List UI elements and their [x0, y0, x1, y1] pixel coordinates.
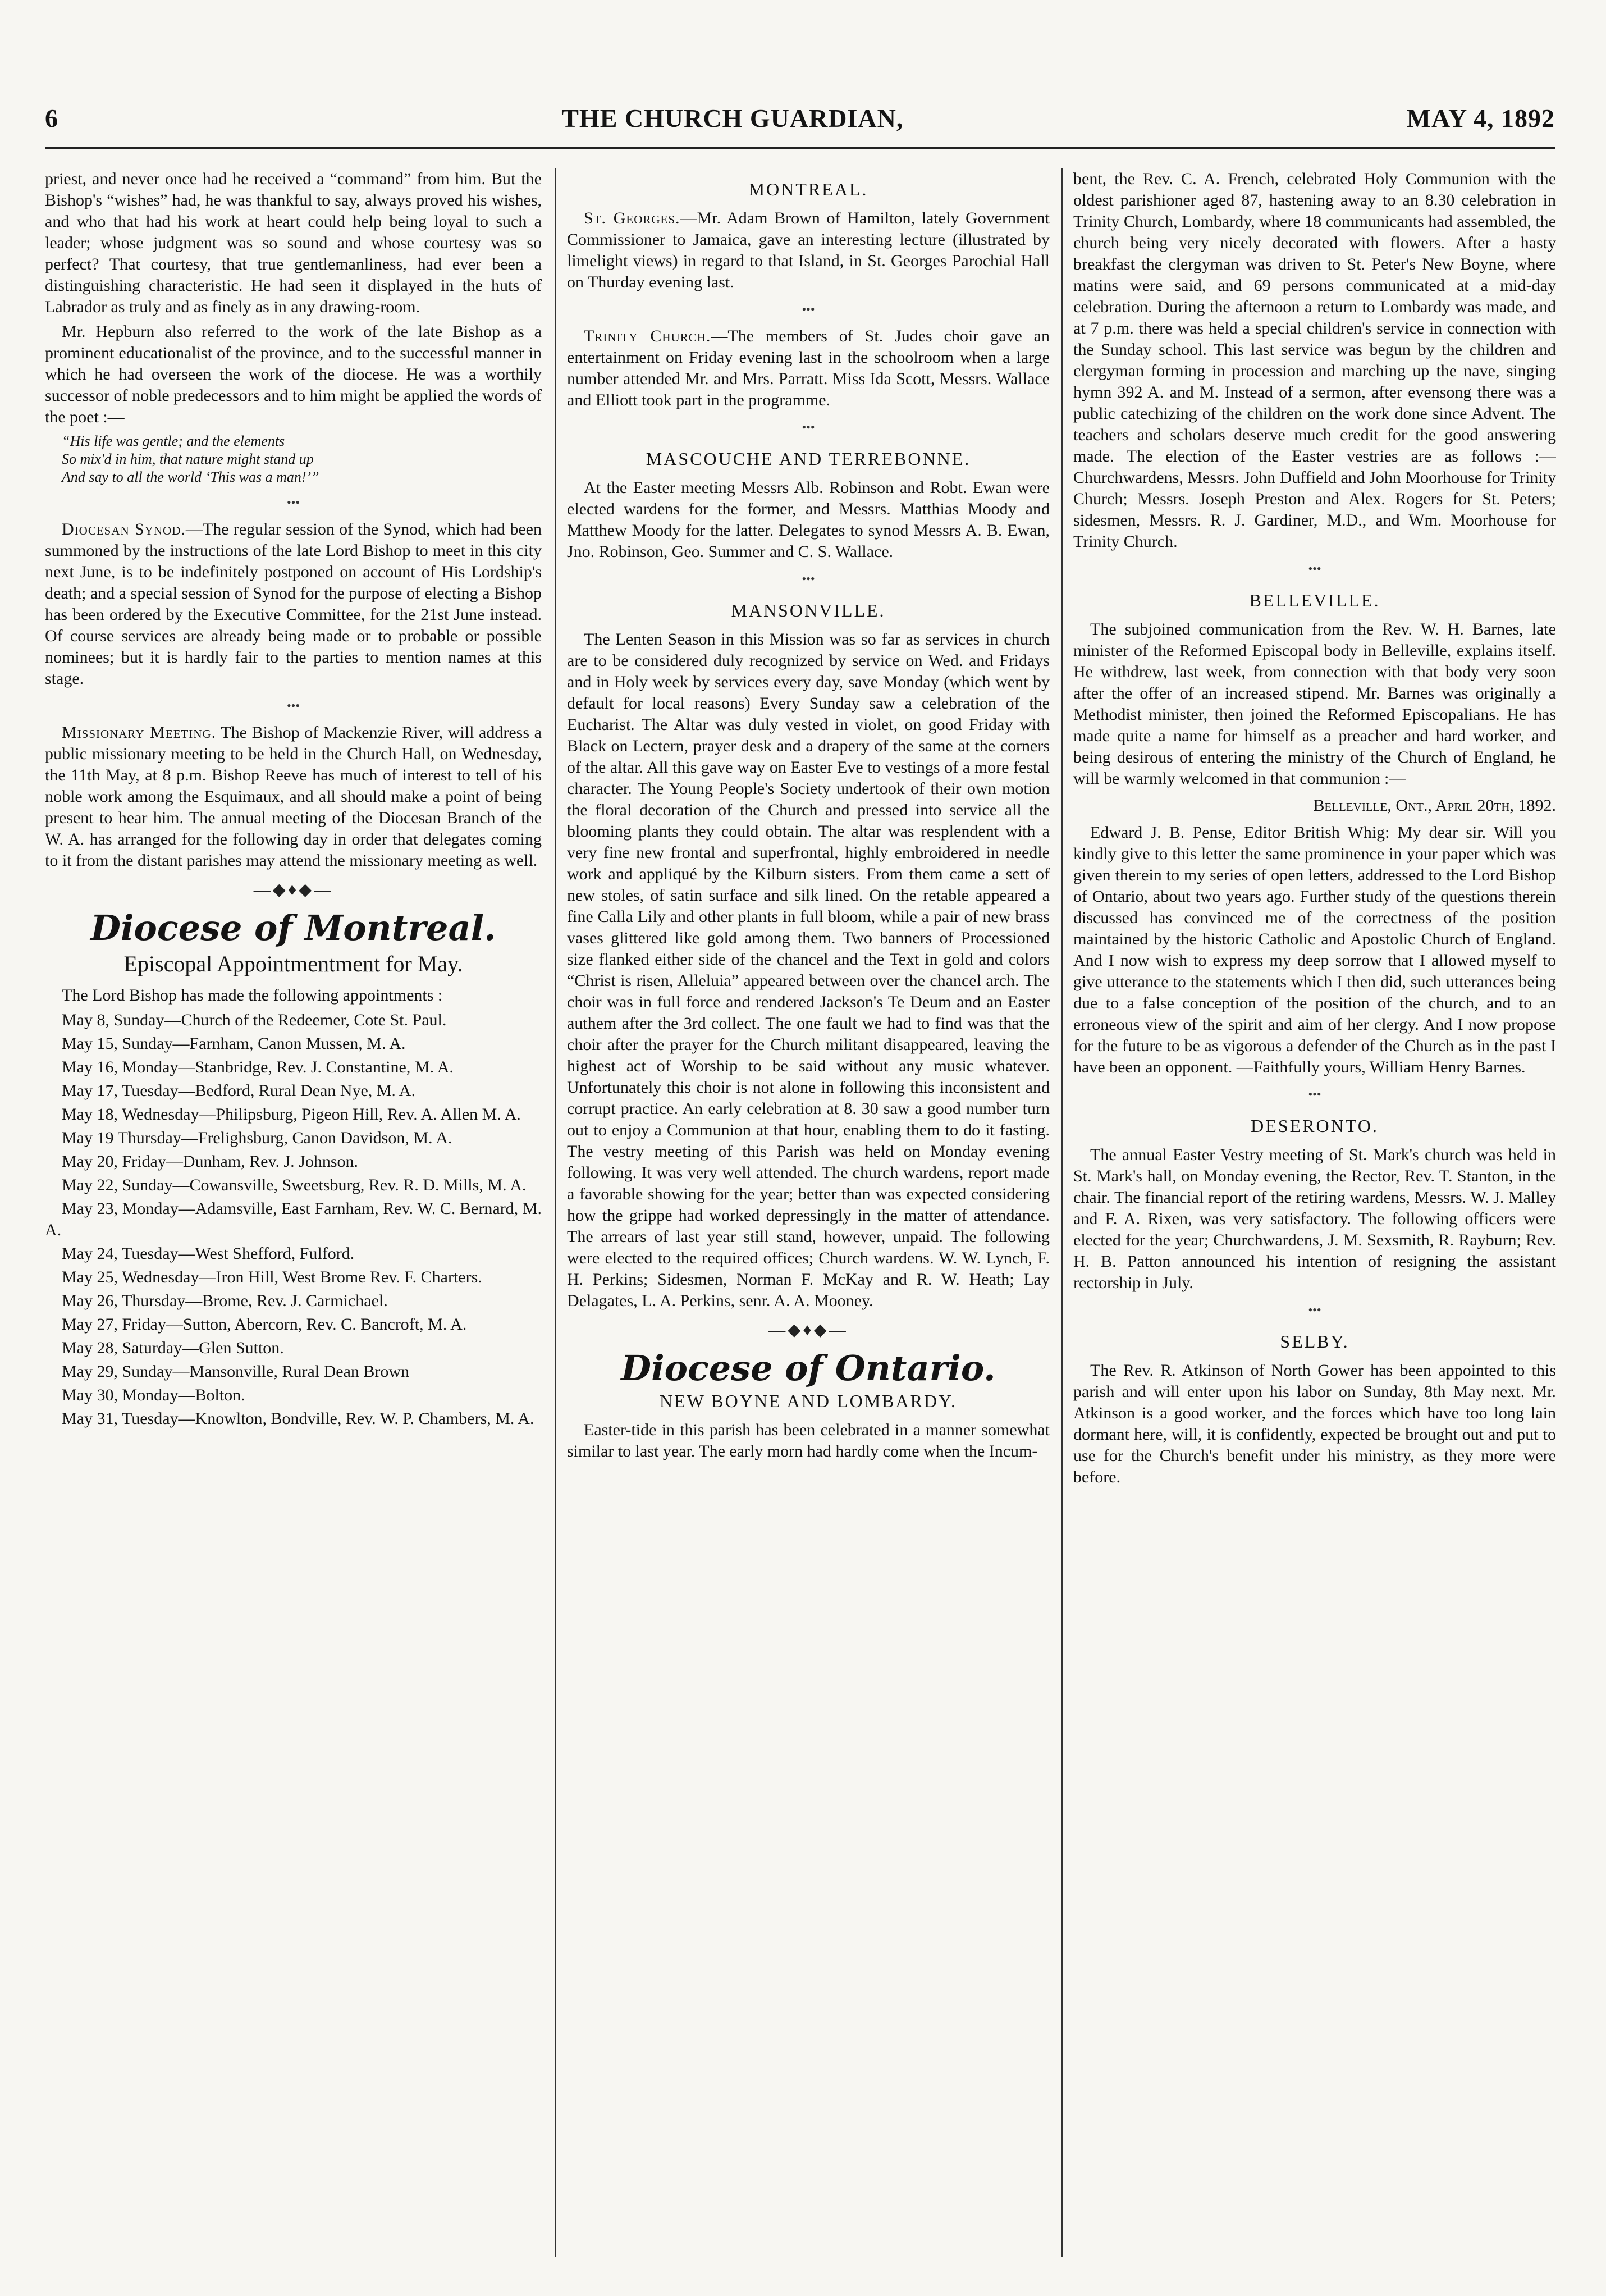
list-item: May 20, Friday—Dunham, Rev. J. Johnson. — [62, 1152, 359, 1171]
ornament-divider: ••• — [1308, 562, 1321, 576]
section-heading: MANSONVILLE. — [731, 600, 886, 620]
section-heading: NEW BOYNE AND LOMBARDY. — [659, 1391, 958, 1411]
lead-in: Diocesan Synod. — [62, 520, 186, 538]
paragraph: The annual Easter Vestry meeting of St. Mark's church was held in St. Mark's hall, on Monday evening, the Rector, Rev. T. Stanton, in the chair. The financial report of the retiring wardens, Messrs. W. J. Malley and F. A. Rixen, was very satisfactory. The following officers were elected for the year; Churchwardens, J. M. Sexsmith, R. Rayburn; Rev. H. B. Patton announced his intention of resigning the assistant rectorship in July. — [1073, 1145, 1556, 1292]
paragraph-text: The Bishop of Mackenzie River, will address a public missionary meeting to be held in the Church Hall, on Wednesday, the 11th May, at 8 p.m. Bishop Reeve has much of interest to tell of his noble work among the Esquimaux, and all should make a point of being present to hear him. The annual meeting of the Diocesan Branch of the W. A. has arranged for the following day in order that delegates coming to it from the distant parishes may attend the missionary meeting as well. — [45, 723, 542, 870]
list-item: May 24, Tuesday—West Shefford, Fulford. — [62, 1244, 355, 1263]
subsection-title: Episcopal Appointmentment for May. — [123, 951, 463, 976]
column-rule — [1061, 168, 1063, 2257]
paragraph-synod — [45, 519, 542, 690]
ornament-divider: —◆♦◆— — [253, 880, 333, 899]
section-heading: MONTREAL. — [748, 179, 868, 199]
column-left — [45, 168, 542, 2257]
paragraph: At the Easter meeting Messrs Alb. Robinson and Robt. Ewan were elected wardens for the former, and Messrs. Matthias Moody and Matthew Moody for the latter. Delegates to synod Messrs A. B. Ewan, Jno. Robinson, Geo. Summer and C. S. Wallace. — [567, 478, 1050, 561]
list-item: May 30, Monday—Bolton. — [62, 1386, 245, 1404]
ornament-divider: ••• — [1308, 1087, 1321, 1101]
paragraph: Easter-tide in this parish has been celebrated in a manner somewhat similar to last year. The early morn had hardly come when the Incum- — [567, 1421, 1050, 1460]
ornament-divider: ••• — [802, 572, 815, 586]
list-item: May 28, Saturday—Glen Sutton. — [62, 1339, 284, 1357]
section-heading: SELBY. — [1280, 1331, 1349, 1352]
paragraph: The Lord Bishop has made the following appointments : — [62, 986, 443, 1005]
letter-dateline: Belleville, Ont., April 20th, 1892. — [1313, 796, 1556, 815]
section-title: Diocese of Montreal. — [90, 907, 496, 948]
paragraph-text: —Mr. Adam Brown of Hamilton, lately Government Commissioner to Jamaica, gave an interesting lecture (illustrated by limelight views) in regard to that Island, in St. Georges Parochial Hall on Thurday evening last. — [567, 209, 1050, 291]
masthead — [45, 95, 1555, 140]
list-item: May 16, Monday—Stanbridge, Rev. J. Constantine, M. A. — [62, 1058, 454, 1076]
paragraph-st-georges — [567, 208, 1050, 293]
ornament-divider: ••• — [286, 699, 300, 713]
section-heading: BELLEVILLE. — [1249, 590, 1380, 610]
ornament-divider: ••• — [802, 302, 815, 316]
paragraph: The Lenten Season in this Mission was so far as services in church are to be considered duly recognized by service on Wed. and Fridays and in Holy week by services every day, save Monday (which went by default for local reasons) Every Sunday saw a celebration of the Eucharist. The Altar was duly vested in violet, on good Friday with Black on Lectern, prayer desk and a drapery of the same at the corners of the altar. All this gave way on Easter Eve to vestings of a more festal character. The Young People's Society undertook of their own motion the floral decoration of the Church and pressed into service all the blooming plants they could obtain. The altar was resplendent with a very fine new frontal and superfrontal, highly embroidered in needle work and appliqué by the Kilburn sisters. From them came a sett of new stoles, of satin surface and silk lined. On the retable appeared a fine Calla Lily and other plants in full bloom, while a pair of new brass vases glittered like gold among them. Two banners of Processioned size flanked either side of the chancel and the Text in gold and colors “Christ is risen, Alleluia” appeared between over the chancel arch. The choir was in full force and rendered Jackson's Te Deum and an Easter authem after the 3rd collect. The one fault we had to find was that the choir after the prayer for the Church militant disappeared, leaving the highest act of Worship to be said without any music whatever. Unfortunately this choir is not alone in following this inconsistent and corrupt practice. An early celebration at 8. 30 saw a good number turn out to enjoy a Communion at that hour, enabling them to do it fasting. The vestry meeting of this Parish was held on Monday evening following. It was very well attended. The church wardens, report made a favorable showing for the year; better than was expected considering how the grippe had worked depressingly in the matter of attendance. The arrears of last year still stand, however, unpaid. The following were elected to the required offices; Church wardens. W. W. Lynch, F. H. Perkins; Sidesmen, Norman F. McKay and R. W. Heath; Lay Delagates, L. A. Perkins, senr. A. A. Mooney. — [567, 630, 1050, 1310]
paragraph-text: —The members of St. Judes choir gave an entertainment on Friday evening last in the schoolroom when a large number attended Mr. and Mrs. Parratt. Miss Ida Scott, Messrs. Wallace and Elliott took part in the programme. — [567, 327, 1050, 409]
list-item: May 29, Sunday—Mansonville, Rural Dean Brown — [62, 1362, 410, 1381]
paragraph-trinity — [567, 326, 1050, 411]
paragraph: priest, and never once had he received a “command” from him. But the Bishop's “wishes” had, he was thankful to say, always proved his wishes, and who that had his work at heart could help being loyal to such a leader; whose judgment was so sound and whose courtesy was so perfect? That courtesy, that true gentlemanliness, had ever been a distinguishing characteristic. He had seen it displayed in the huts of Labrador as truly and as finely as in any drawing-room. — [45, 170, 542, 316]
section-heading: DESERONTO. — [1251, 1116, 1379, 1136]
paragraph: The Rev. R. Atkinson of North Gower has been appointed to this parish and will enter upon his labor on Sunday, 8th May next. Mr. Atkinson is a good worker, and the forces which have too long lain dormant here, will, it is confidently, expected be brought out and put to use for the Church's benefit under his ministry, as they more were before. — [1073, 1361, 1556, 1486]
list-item: May 17, Tuesday—Bedford, Rural Dean Nye, M. A. — [62, 1081, 415, 1100]
appointments-list — [45, 1010, 542, 1430]
poem-line: And say to all the world ‘This was a man!’” — [62, 469, 319, 485]
paragraph: The subjoined communication from the Rev. W. H. Barnes, late minister of the Reformed Episcopal body in Belleville, explains itself. He withdrew, last week, from connection with that body very soon after the offer of an increased stipend. Mr. Barnes was originally a Methodist minister, then joined the Reformed Episcopalians. He has made quite a name for himself as a preacher and hard worker, and being desirous of entering the ministry of the Church of England, he will be warmly welcomed in that communion :— — [1073, 620, 1556, 788]
issue-date: MAY 4, 1892 — [1406, 103, 1555, 133]
page-number: 6 — [45, 103, 58, 133]
poem-line: “His life was gentle; and the elements — [62, 433, 285, 449]
newspaper-title: THE CHURCH GUARDIAN, — [561, 103, 904, 133]
ornament-divider: ••• — [286, 495, 300, 509]
ornament-divider: —◆♦◆— — [768, 1321, 848, 1339]
ornament-divider: ••• — [802, 420, 815, 434]
poem-line: So mix'd in him, that nature might stand up — [62, 451, 314, 467]
list-item: May 23, Monday—Adamsville, East Farnham, Rev. W. C. Bernard, M. A. — [45, 1199, 542, 1239]
paragraph-text: —The regular session of the Synod, which had been summoned by the instructions of the late Lord Bishop to meet in this city next June, is to be indefinitely postponed on account of His Lordship's death; and a special session of Synod for the purpose of electing a Bishop has been ordered by the Executive Committee, for the 21st June instead. Of course services are already being made or to probable or possible nominees; but it is hardly fair to the parties to mention names at this stage. — [45, 520, 542, 688]
lead-in: Missionary Meeting. — [62, 723, 217, 742]
masthead-rule — [45, 147, 1555, 149]
column-middle — [567, 168, 1050, 2257]
list-item: May 22, Sunday—Cowansville, Sweetsburg, Rev. R. D. Mills, M. A. — [62, 1176, 527, 1194]
lead-in: St. Georges. — [584, 209, 680, 227]
paragraph: bent, the Rev. C. A. French, celebrated Holy Communion with the oldest parishioner aged 87, hastening away to an 8.30 celebration in Trinity Church, Lombardy, where 18 communicants had assembled, the church being very nicely decorated with flowers. After a hasty breakfast the clergyman was driven to St. Peter's New Boyne, where matins were said, and 69 persons communicated at a mid-day celebration. During the afternoon a return to Lombardy was made, and at 7 p.m. there was held a special children's service in connection with the Sunday school. This last service was begun by the children and clergyman forming in procession and marching up the nave, singing hymn 392 A. and M. Instead of a sermon, after evensong there was a public catechizing of the children on the work done since Advent. The teachers and scholars deserve much credit for the good answering made. The election of the Easter vestries are as follows :—Churchwardens, Messrs. John Duffield and John Moorhouse for Trinity Church; Messrs. Joseph Preston and Alex. Rogers for St. Peters; sidesmen, Messrs. R. J. Gardiner, M.D., and Wm. Moorhouse for Trinity Church. — [1073, 170, 1556, 551]
paragraph: Mr. Hepburn also referred to the work of the late Bishop as a prominent educationalist of the province, and to the successful manner in which he had overseen the work of the diocese. He was a worthily successor of noble predecessors and to him might be applied the words of the poet :— — [45, 322, 542, 426]
letter-body: Edward J. B. Pense, Editor British Whig: My dear sir. Will you kindly give to this letter the same prominence in your paper which was given therein to my series of open letters, addressed to the Lord Bishop of Ontario, about two years ago. Further study of the questions therein discussed has convinced me of the correctness of the position maintained by the historic Catholic and Apostolic Church of England. And I now wish to express my deep sorrow that I allowed myself to give utterance to the statements which I then did, such utterances being due to a false conception of the position of the church, and to an erroneous view of the spirit and aim of her clergy. And I now propose for the future to be as vigorous a defender of the Church as in the past I have been an opponent. —Faithfully yours, William Henry Barnes. — [1073, 823, 1556, 1076]
list-item: May 19 Thursday—Frelighsburg, Canon Davidson, M. A. — [62, 1129, 452, 1147]
ornament-divider: ••• — [1308, 1303, 1321, 1317]
section-title: Diocese of Ontario. — [621, 1348, 996, 1389]
paragraph-mission — [45, 722, 542, 871]
list-item: May 26, Thursday—Brome, Rev. J. Carmichael. — [62, 1291, 388, 1310]
list-item: May 18, Wednesday—Philipsburg, Pigeon Hill, Rev. A. Allen M. A. — [62, 1105, 521, 1124]
list-item: May 27, Friday—Sutton, Abercorn, Rev. C. Bancroft, M. A. — [62, 1315, 467, 1334]
lead-in: Trinity Church. — [584, 327, 711, 345]
column-right — [1073, 168, 1556, 2257]
column-rule — [555, 168, 556, 2257]
list-item: May 31, Tuesday—Knowlton, Bondville, Rev. W. P. Chambers, M. A. — [62, 1409, 534, 1428]
list-item: May 8, Sunday—Church of the Redeemer, Cote St. Paul. — [62, 1011, 447, 1029]
list-item: May 15, Sunday—Farnham, Canon Mussen, M. A. — [62, 1034, 406, 1053]
section-heading: MASCOUCHE AND TERREBONNE. — [646, 449, 971, 469]
poem-quote — [62, 432, 542, 486]
list-item: May 25, Wednesday—Iron Hill, West Brome Rev. F. Charters. — [62, 1268, 482, 1286]
